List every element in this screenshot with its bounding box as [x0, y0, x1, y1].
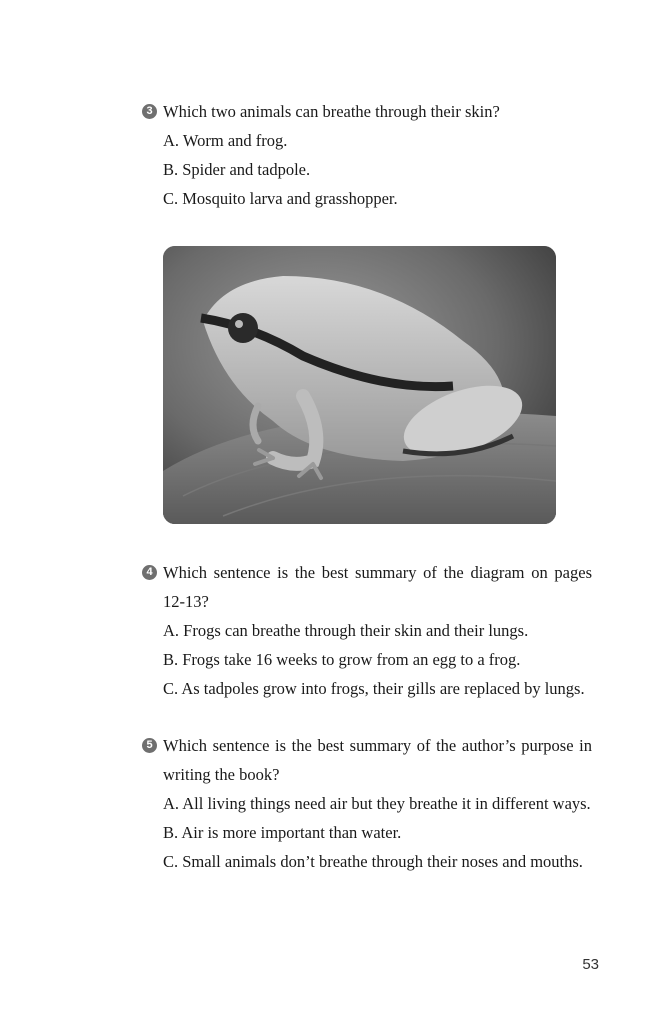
question-number-badge: 3	[142, 104, 157, 119]
question-5-option-c: C. Small animals don’t breathe through their noses and mouths.	[163, 852, 583, 871]
question-4-option-a: A. Frogs can breathe through their skin and their lungs.	[163, 621, 529, 640]
question-5-option-b: B. Air is more important than water.	[163, 823, 402, 842]
question-4-option-b: B. Frogs take 16 weeks to grow from an egg to a frog.	[163, 650, 521, 669]
frog-photo	[163, 246, 556, 524]
question-5	[142, 731, 592, 876]
question-3-stem	[142, 97, 592, 126]
question-5-text: Which sentence is the best summary of the author’s purpose in writing the book?	[163, 736, 592, 784]
question-4-text: Which sentence is the best summary of the diagram on pages 12-13?	[163, 563, 592, 611]
question-number-badge: 5	[142, 738, 157, 753]
frog-illustration	[163, 246, 556, 524]
question-number-badge: 4	[142, 565, 157, 580]
question-4-option-c: C. As tadpoles grow into frogs, their gills are replaced by lungs.	[163, 679, 585, 698]
question-3-option-b: B. Spider and tadpole.	[163, 160, 311, 179]
question-3	[142, 97, 592, 213]
page-number: 53	[582, 956, 599, 973]
question-3-option-c: C. Mosquito larva and grasshopper.	[163, 189, 398, 208]
question-3-option-a: A. Worm and frog.	[163, 131, 288, 150]
question-5-stem	[142, 731, 592, 789]
question-4	[142, 558, 592, 703]
question-4-stem	[142, 558, 592, 616]
question-3-text: Which two animals can breathe through their skin?	[163, 102, 500, 121]
question-5-option-a: A. All living things need air but they breathe it in different ways.	[163, 794, 591, 813]
